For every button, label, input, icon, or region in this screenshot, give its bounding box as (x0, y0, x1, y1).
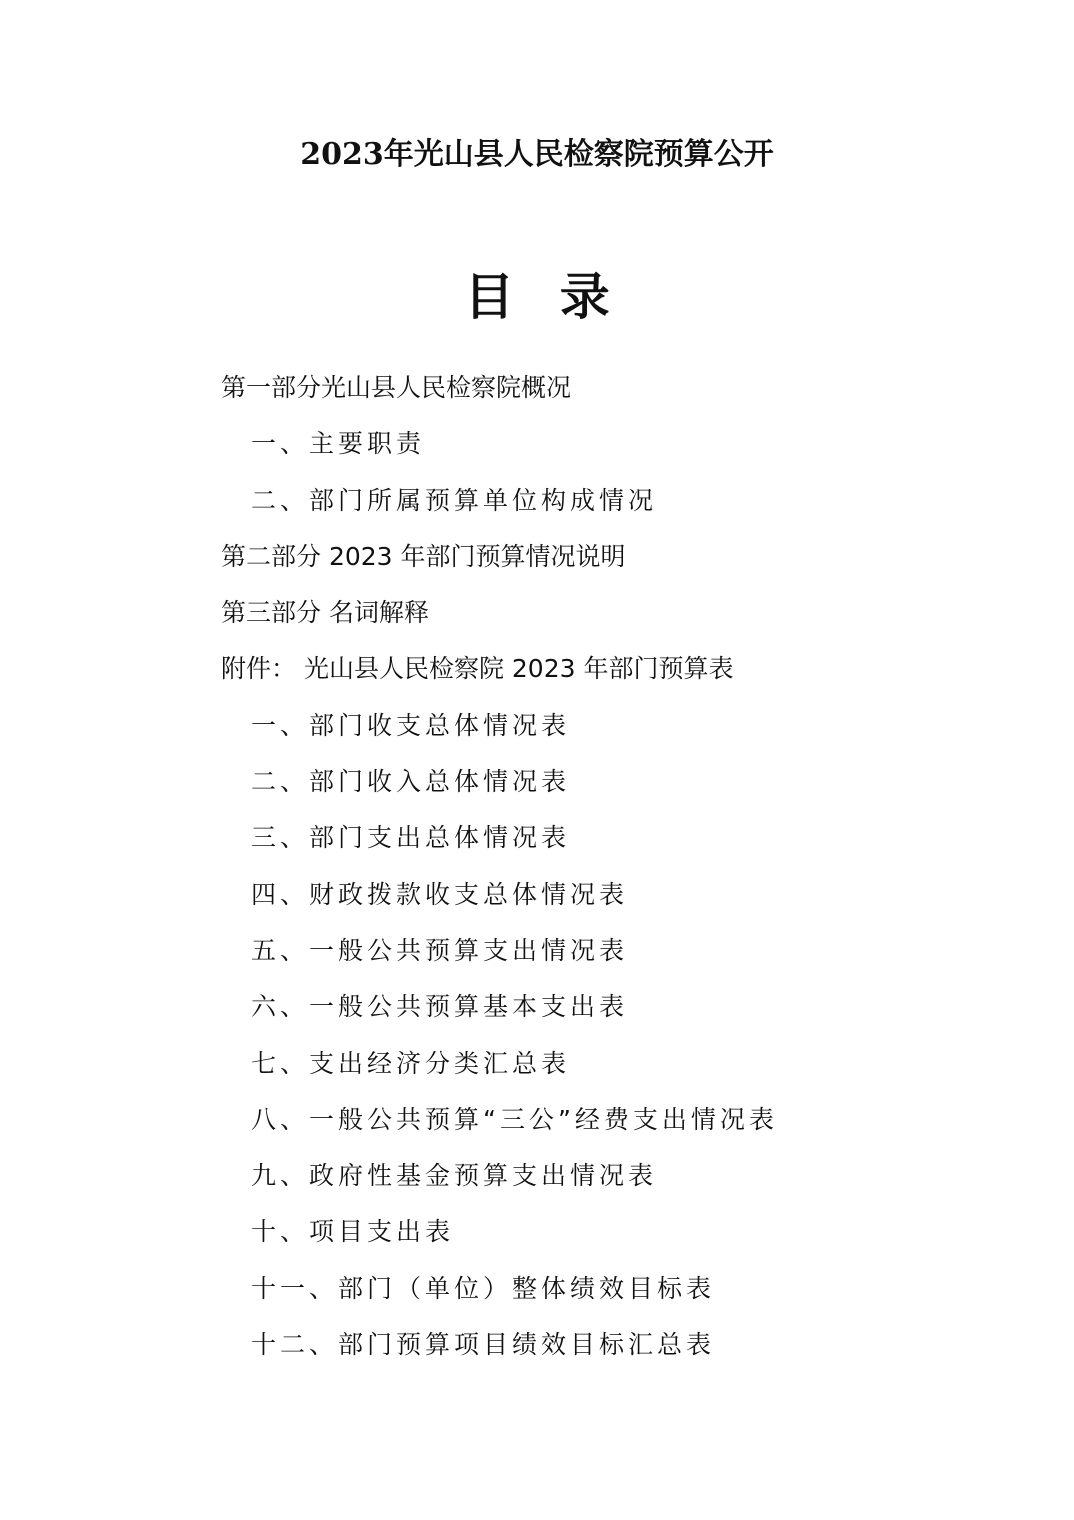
toc-entry[interactable]: 第二部分 2023 年部门预算情况说明 (221, 541, 626, 571)
toc-entry[interactable]: 第三部分 名词解释 (221, 598, 429, 628)
toc-entry[interactable]: 四、财政拨款收支总体情况表 (251, 879, 629, 909)
toc-entry[interactable]: 一、部门收支总体情况表 (251, 710, 571, 740)
document-title: 2023年光山县人民检察院预算公开 (300, 137, 774, 172)
toc-entry[interactable]: 五、一般公共预算支出情况表 (251, 935, 629, 965)
toc-entry[interactable]: 附件： 光山县人民检察院 2023 年部门预算表 (221, 654, 734, 684)
table-of-contents (221, 360, 1021, 1373)
toc-entry[interactable]: 三、部门支出总体情况表 (251, 823, 571, 853)
toc-entry[interactable]: 九、政府性基金预算支出情况表 (251, 1161, 658, 1191)
toc-entry[interactable]: 十二、部门预算项目绩效目标汇总表 (251, 1330, 716, 1360)
toc-entry[interactable]: 二、部门所属预算单位构成情况 (251, 485, 658, 515)
toc-entry[interactable]: 六、一般公共预算基本支出表 (251, 992, 629, 1022)
toc-entry[interactable]: 七、支出经济分类汇总表 (251, 1048, 571, 1078)
toc-entry[interactable]: 一、主要职责 (251, 429, 426, 459)
toc-entry[interactable]: 十、项目支出表 (251, 1217, 455, 1247)
toc-entry[interactable]: 十一、部门（单位）整体绩效目标表 (251, 1273, 716, 1303)
toc-entry[interactable]: 八、一般公共预算“三公”经费支出情况表 (251, 1104, 778, 1134)
toc-entry[interactable]: 二、部门收入总体情况表 (251, 767, 571, 797)
toc-entry[interactable]: 第一部分光山县人民检察院概况 (221, 373, 572, 402)
toc-heading: 目 录 (464, 268, 624, 326)
